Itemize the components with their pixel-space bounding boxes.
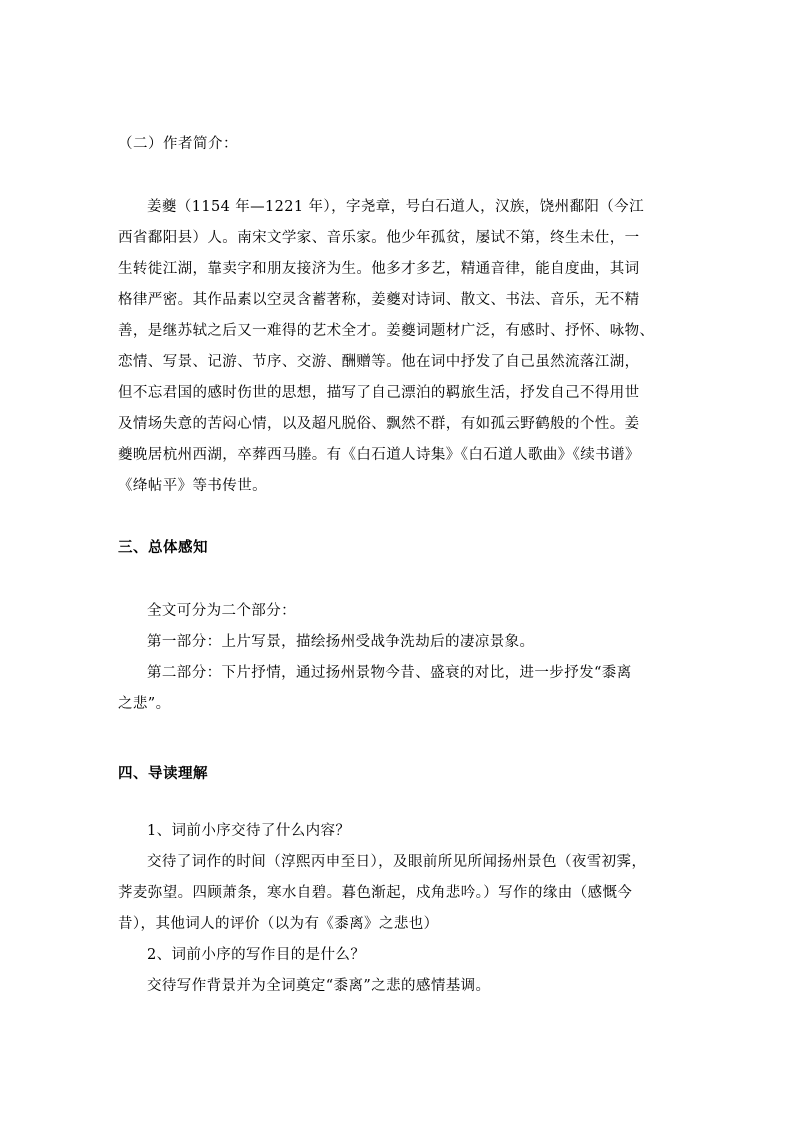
perception-line: 之悲”。 [118, 696, 171, 712]
perception-line: 第一部分：上片写景，描绘扬州受战争洗劫后的凄凉景象。 [147, 634, 535, 650]
bio-line: 夔晚居杭州西湖，卒葬西马塍。有《白石道人诗集》《白石道人歌曲》《续书谱》 [118, 447, 640, 463]
question-line: 1、词前小序交待了什么内容？ [147, 823, 351, 839]
answer-line: 交待写作背景并为全词奠定“黍离”之悲的感情基调。 [147, 978, 491, 994]
perception-line: 第二部分：下片抒情，通过扬州景物今昔、盛衰的对比，进一步抒发“黍离 [147, 665, 632, 681]
bio-line: 善，是继苏轼之后又一难得的艺术全才。姜夔词题材广泛，有感时、抒怀、咏物、 [118, 323, 655, 339]
answer-line: 交待了词作的时间（淳熙丙申至日），及眼前所见所闻扬州景色（夜雪初霁， [147, 854, 647, 870]
bio-line: 《绛帖平》等书传世。 [118, 478, 267, 494]
bio-line: 西省鄱阳县）人。南宋文学家、音乐家。他少年孤贫，屡试不第，终生未仕，一 [118, 230, 640, 246]
bio-line: 生转徙江湖，靠卖字和朋友接济为生。他多才多艺，精通音律，能自度曲，其词 [118, 261, 640, 277]
reading-guide-heading: 四、导读理解 [118, 766, 208, 782]
bio-line: 及情场失意的苦闷心情，以及超凡脱俗、飘然不群，有如孤云野鹤般的个性。姜 [118, 416, 640, 432]
bio-line: 但不忘君国的感时伤世的思想，描写了自己漂泊的羁旅生活，抒发自己不得用世 [118, 385, 640, 401]
question-line: 2、词前小序的写作目的是什么？ [147, 947, 366, 963]
answer-line: 荠麦弥望。四顾萧条，寒水自碧。暮色渐起，戍角悲吟。）写作的缘由（感慨今 [118, 885, 633, 901]
bio-line: 格律严密。其作品素以空灵含蓄著称，姜夔对诗词、散文、书法、音乐，无不精 [118, 292, 640, 308]
overall-perception-heading: 三、总体感知 [118, 540, 208, 556]
bio-line: 恋情、写景、记游、节序、交游、酬赠等。他在词中抒发了自己虽然流落江湖， [118, 354, 640, 370]
answer-line: 昔），其他词人的评价（以为有《黍离》之悲也） [118, 916, 439, 932]
perception-line: 全文可分为二个部分： [147, 603, 296, 619]
author-bio-paragraph [118, 192, 678, 502]
bio-line: 姜夔（1154 年—1221 年），字尧章，号白石道人，汉族，饶州鄱阳（今江 [147, 199, 644, 215]
reading-guide-paragraph [118, 816, 678, 1002]
author-intro-heading: （二）作者简介： [118, 136, 238, 152]
overall-perception-paragraph [118, 596, 678, 720]
